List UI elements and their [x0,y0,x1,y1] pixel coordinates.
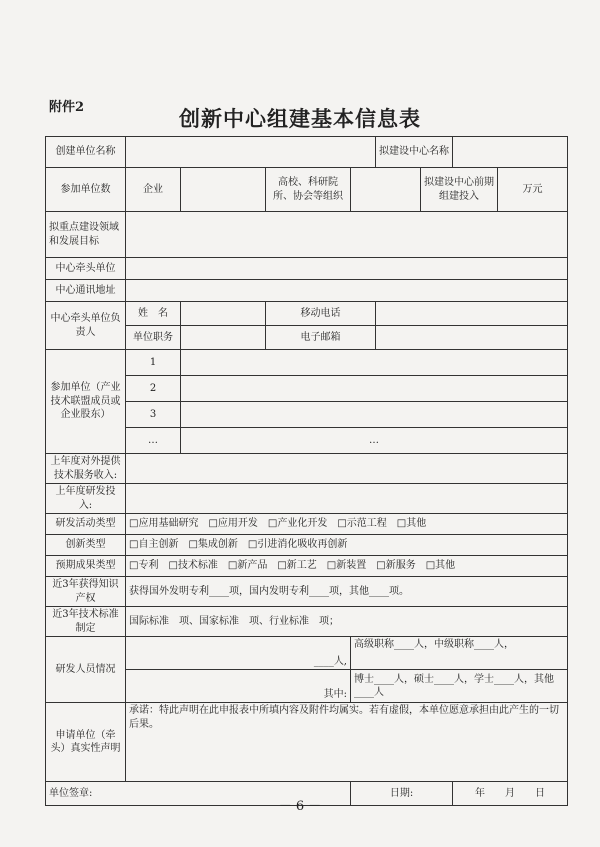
date-field[interactable]: 年 月 日 [453,782,568,806]
table-row [46,607,568,637]
table-row [46,577,568,607]
date-label: 日期: [351,782,453,806]
universities-label: 高校、科研院所、协会等组织 [266,168,351,212]
info-form-table [45,136,568,806]
position-label: 单位职务 [126,326,181,350]
email-label: 电子邮箱 [266,326,376,350]
expected-results-options[interactable]: □专利 □技术标准 □新产品 □新工艺 □新装置 □新服务 □其他 [126,556,568,577]
attachment-label: 附件2 [49,100,85,115]
page-number: － 6 － [278,799,322,814]
expected-results-label: 预期成果类型 [46,556,126,577]
lead-unit-label: 中心牵头单位 [46,258,126,280]
applicant-unit-label: 创建单位名称 [46,137,126,168]
unit-field[interactable] [181,376,568,402]
rd-type-options[interactable]: □应用基础研究 □应用开发 □产业化开发 □示范工程 □其他 [126,514,568,535]
mobile-label: 移动电话 [266,302,376,326]
declaration-text: 承诺：特此声明在此申报表中所填内容及附件均属实。若有虚假，本单位愿意承担由此产生的一切后果。 [126,703,568,782]
table-row [46,212,568,258]
unit-number: … [126,428,181,454]
table-row [46,258,568,280]
mobile-field[interactable] [376,302,568,326]
table-row [46,484,568,514]
address-label: 中心通讯地址 [46,280,126,302]
email-field[interactable] [376,326,568,350]
standards-field[interactable]: 国际标准 项、国家标准 项、行业标准 项； [126,607,568,637]
staff-label: 研发人员情况 [46,637,126,703]
ip-field[interactable]: 获得国外发明专利____项，国内发明专利____项，其他____项。 [126,577,568,607]
declaration-label: 申请单位（牵头）真实性声明 [46,703,126,782]
initial-investment-label: 拟建设中心前期组建投入 [421,168,498,212]
unit-field[interactable] [181,350,568,376]
name-field[interactable] [181,302,266,326]
table-row [46,637,568,670]
table-row [46,556,568,577]
standards-label: 近3年技术标准制定 [46,607,126,637]
center-name-field[interactable] [453,137,568,168]
universities-field[interactable] [351,168,421,212]
staff-total-field[interactable]: ____人, [126,637,351,670]
table-row [46,350,568,376]
unit-number: 2 [126,376,181,402]
table-row [46,703,568,782]
table-row [46,454,568,484]
participating-units-label: 参加单位（产业技术联盟成员或企业股东） [46,350,126,454]
innovation-type-options[interactable]: □自主创新 □集成创新 □引进消化吸收再创新 [126,535,568,556]
table-row [46,302,568,326]
staff-degree-field[interactable]: 博士____人，硕士____人，学士____人，其他____人 [351,670,568,703]
staff-senior-field[interactable]: 高级职称____人，中级职称____人， [351,637,568,670]
address-field[interactable] [126,280,568,302]
table-row [46,137,568,168]
focus-field-label: 拟重点建设领域和发展目标 [46,212,126,258]
lead-unit-field[interactable] [126,258,568,280]
unit-field[interactable]: … [181,428,568,454]
participants-count-label: 参加单位数 [46,168,126,212]
ip-label: 近3年获得知识产权 [46,577,126,607]
signature-label[interactable]: 单位签章: [46,782,351,806]
position-field[interactable] [181,326,266,350]
investment-unit[interactable]: 万元 [498,168,568,212]
lead-person-label: 中心牵头单位负责人 [46,302,126,350]
name-label: 姓 名 [126,302,181,326]
unit-number: 1 [126,350,181,376]
staff-among-label: 其中: [126,670,351,703]
rd-investment-field[interactable] [126,484,568,514]
rd-type-label: 研发活动类型 [46,514,126,535]
unit-number: 3 [126,402,181,428]
innovation-type-label: 创新类型 [46,535,126,556]
rd-investment-label: 上年度研发投入: [46,484,126,514]
table-row [46,168,568,212]
center-name-label: 拟建设中心名称 [376,137,453,168]
table-row [46,280,568,302]
focus-field-input[interactable] [126,212,568,258]
service-income-field[interactable] [126,454,568,484]
enterprise-label: 企业 [126,168,181,212]
unit-field[interactable] [181,402,568,428]
enterprise-field[interactable] [181,168,266,212]
page-title: 创新中心组建基本信息表 [179,106,421,131]
applicant-unit-field[interactable] [126,137,376,168]
service-income-label: 上年度对外提供技术服务收入: [46,454,126,484]
table-row [46,535,568,556]
table-row [46,514,568,535]
